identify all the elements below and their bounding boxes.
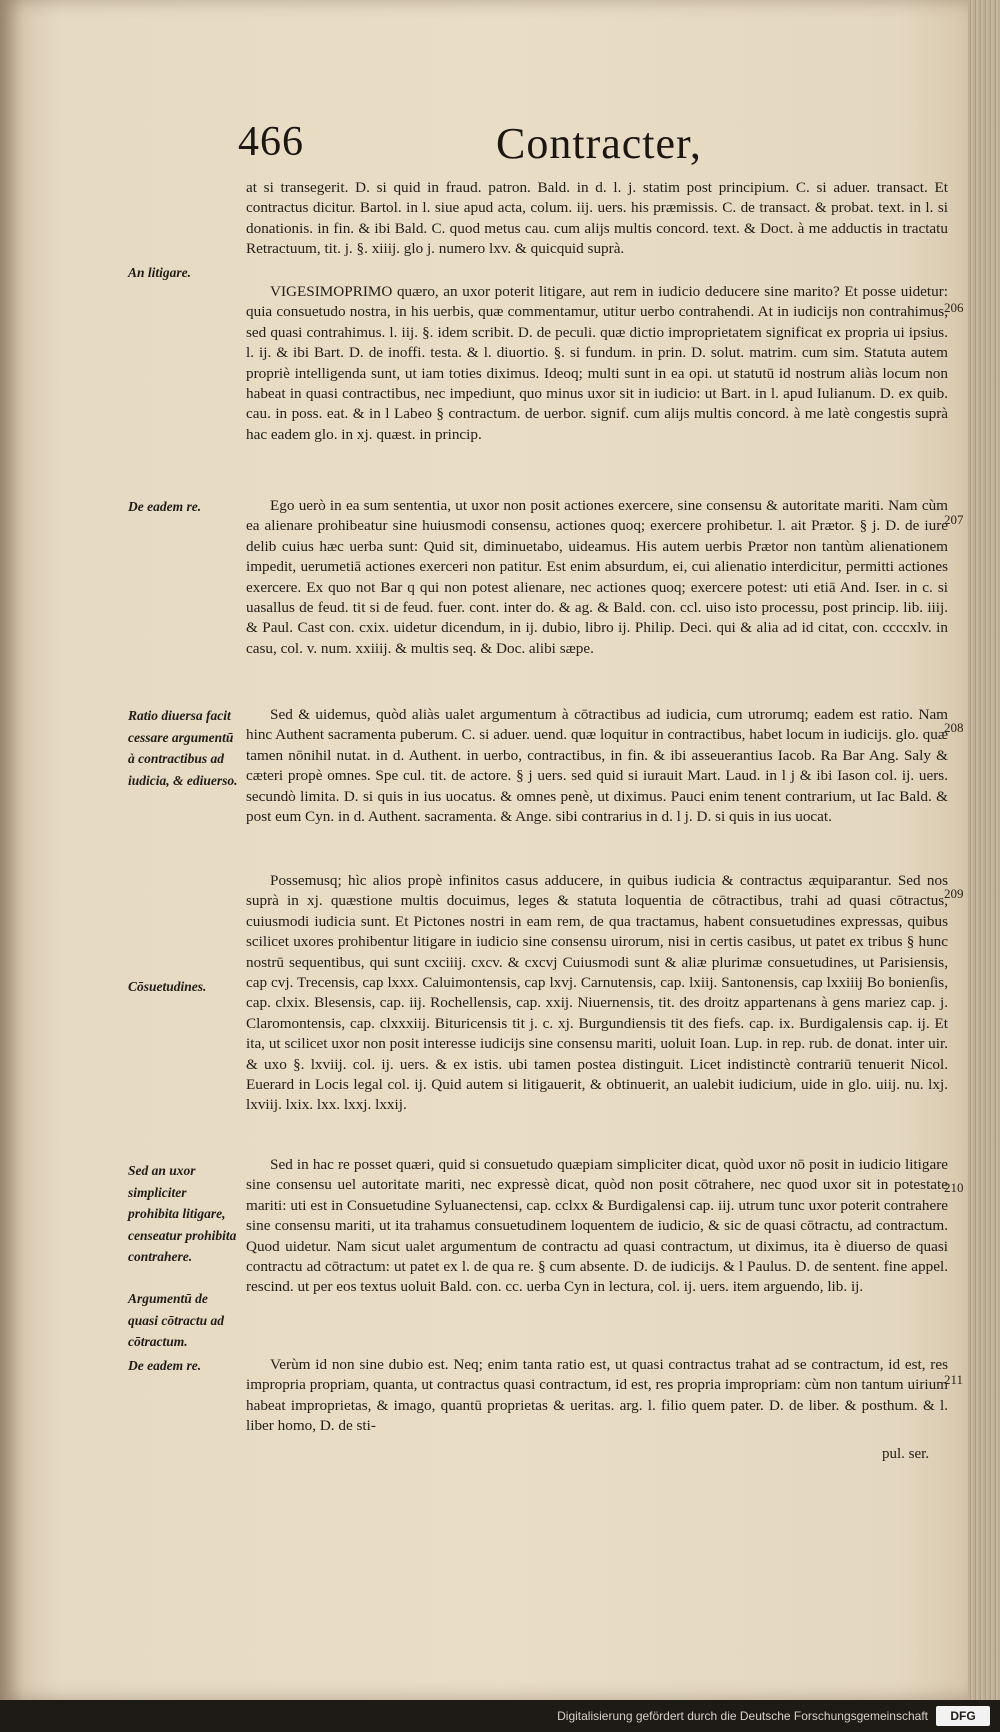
paragraph: at si transegerit. D. si quid in fraud. patron. Bald. in d. l. j. statim post principium. C. si aduer. transact. Et contractus dicitur. Bartol. in l. siue apud acta, colum. iij. uers. his præmissis. C. de transact. & probat. text. in l. si donationis. in fin. & ibi Bald. C. quod metus cau. cum alijs multis concord. text. & Doct. à me adductis in tractatu Retractuum, tit. j. §. xiiij. glo j. numero lxv. & quicquid suprà. [246,179,948,258]
sidenote: An litigare. [128,265,192,280]
sidenote: De eadem re. [128,499,202,514]
page-number: 466 [238,119,304,165]
paragraph: Sed in hac re posset quæri, quid si consuetudo quæpiam simpliciter dicat, quòd uxor nō posit in iudicio litigare sine consensu uel autoritate mariti, nec expressè dicat, quòd non posit cōtrahere, nec quod uxor sit in potestate mariti: uti est in Consuetudine Syluanectensi, cap. cclxx & Burdigalensi cap. iij. utrum tunc uxor poterit contrahere sine consensu mariti, ut ita trahamus consuetudinem loquentem de iudicio, & sic de quasi cōtractu, ad contractum. Quod uidetur. Nam sicut ualet argumentum de contractu ad quasi contractum, ut diximus, ita è diuerso de quasi contractu ad cōtractum: ut patet ex l. de qua re. § cum absente. D. de iudicijs. & l Paulus. D. de sentent. fine appel. rescind. ut per eos textus uoluit Bald. con. cc. uerba Cyn in lectura, col. ij. uers. item arguendo, lib. ij. [246,1156,948,1296]
running-title: Contracter, [496,119,702,168]
paragraph-number: 206 [944,300,964,315]
sidenote: Sed an uxor simpliciter prohibita litigare, censeatur prohibita contrahere. [128,1163,237,1264]
paragraph: Sed & uidemus, quòd aliàs ualet argumentum à cōtractibus ad iudicia, cum utrorumq; eadem est ratio. Nam hinc Authent sacramenta puberum. C. si aduer. uend. quæ loquitur in contractibus, habet locum in iudicijs. glo. quæ tamen nōnihil nutat. in d. Authent. in uerbo, contractibus, in fin. & ibi asseuerantius Iacob. Ra Bar Ang. Saly & cæteri propè omnes. Spe cul. tit. de actore. § j uers. sed quid si iurauit Mart. Laud. in l j & ibi Iason col. ij. uers. secundò limita. D. si quis in ius uocatus. & omnes penè, ut diximus. Pauci enim tenent contrarium, ut Iac Bald. & post eum Cyn. in d. Authent. sacramenta. & Ange. sibi contrarius in d. l j. D. si quis in ius uocat. [246,706,948,826]
paragraph-number: 208 [944,720,964,735]
page-header [0,118,968,174]
sidenote: Ratio diuersa facit cessare argumentū à contractibus ad iudicia, & ediuerso. [128,708,238,788]
paragraph: VIGESIMOPRIMO quæro, an uxor poterit litigare, aut rem in iudicio deducere sine marito? Et posse uidetur: quia consuetudo nostra, in his uerbis, quæ commentamur, utitur uerbo contrahendi. At in iudicijs non contrahimus, sed quasi contrahimus. l. iij. §. idem scribit. D. de peculi. quæ dictio improprietatem significat ex propria ui ipsius. l. ij. & ibi Bart. D. de inoffi. testa. & l. diuortio. §. si fundum. in prin. D. solut. matrim. cum sim. Statuta autem propriè intelligenda sunt, ut iam toties diximus. Ideoq; multi sunt in ea opi. ut statutū id nostrum aliàs locum non habeat in quasi contractibus, nec impediunt, quo minus uxor sit in iudicio: ut Bart. in l. apud Iulianum. D. ex quib. cau. in poss. eat. & in l Labeo § contractum. de uerbor. signif. cum alijs multis concord. à me latè congestis suprà hac eadem glo. in xj. quæst. in princip. [246,283,948,443]
catchword: pul. ser. [882,1446,930,1462]
paragraph-number: 207 [944,512,964,527]
paragraph-number: 209 [944,886,964,901]
page-fore-edge [968,0,1000,1700]
paragraph: Possemusq; hìc alios propè infinitos casus adducere, in quibus iudicia & contractus æquiparantur. Sed nos suprà in xj. quæstione multis docuimus, leges & statuta loquentia de cōtractibus, trahi ad quasi cōtractus, cuiusmodi iudicia sunt. Et Pictones nostri in eam rem, de qua tractamus, habent consuetudines expressas, quibus scilicet uxores prohibentur litigare in iudicio sine consensu uirorum, nisi in certis casibus, ut patet ex tribus § hunc nostrū sequentibus, qui sunt cxciiij. cxcv. & cxcvj Cuiusmodi sunt & aliæ plurimæ consuetudines, ut Parisiensis, cap cvj. Trecensis, cap lxxx. Caluimontensis, cap lxvj. Carnutensis, cap. lxiij. Santonensis, cap lxxiiij Bo bonienſis, cap. clxix. Blesensis, cap. iij. Rochellensis, cap. xxij. Niuernensis, tit. des droitz appartenans à gens mariez cap. j. Claromontensis, cap. clxxxiij. Bituricensis tit j. c. xj. Burgundiensis tit des fiefs. cap. ix. Burdigalensis cap. ij. Et ita, ut scilicet uxor non posit interesse iudicijs sine consensu mariti, uoluit Ioan. Lup. in rep. rub. de donat. inter uir. & uxo §. lxviij. col. ij. uers. & ex istis. ubi tamen postea distinguit. Licet indistinctè contrariū tenuerit Nicol. Euerard in Locis legal col. ij. Quid autem si litigauerit, & obtinuerit, an ualebit iudicium, uide in glo. uiij. nu. lxj. lxviij. lxix. lxx. lxxj. lxxij. [246,872,948,1114]
footer-credit: Digitalisierung gefördert durch die Deutsche Forschungsgemeinschaft [557,1709,928,1723]
sidenote: Argumentū de quasi cōtractu ad cōtractum. [128,1291,225,1349]
digitization-footer [0,1700,1000,1732]
dfg-logo-icon: DFG [936,1706,990,1726]
sidenote: Cōsuetudines. [128,979,207,994]
paragraph: Verùm id non sine dubio est. Neq; enim tanta ratio est, ut quasi contractus trahat ad se contractum, id est, res impropria propriam, quanta, ut contractus quasi contractum, id est, res propria impropriam: cùm non tantum uirium habeat improprietas, & imago, quantū proprietas & ueritas. arg. l. filio quem pater. D. de liber. & posthum. & l. liber homo, D. de sti- [246,1356,948,1435]
paragraph: Ego uerò in ea sum sententia, ut uxor non posit actiones exercere, sine consensu & autoritate mariti. Nam cùm ea alienare prohibeatur sine huiusmodi consensu, actiones quoq; exercere prohibetur. l. ait Prætor. § j. D. de iure delib cuius hæc uerba sunt: Quid sit, diminuetabo, uideamus. His autem uerbis Prætor non tantùm alienationem impedit, uerumetiā actiones exerceri non patitur. Est enim absurdum, ei, cui alienatio interdicitur, permitti actiones exercere. Ex quo not Bar q qui non potest alienare, nec actiones quoq; exercere potest: uti etiā And. Iser. in c. si uasallus de feud. tit si de feud. fuer. cont. inter do. & ag. & Bald. con. ccl. uiso isto processu, post princip. lib. iiij. & Paul. Cast con. cxix. uidetur dicendum, in ij. dubio, libro ij. Philip. Deci. qui & alia ad id citat, con. ccccxlv. in casu, col. v. num. xxiiij. & multis seq. & Doc. alibi sæpe. [246,497,948,657]
paragraph-number: 210 [944,1180,964,1195]
paragraph-number: 211 [944,1372,964,1387]
sidenote: De eadem re. [128,1358,202,1373]
